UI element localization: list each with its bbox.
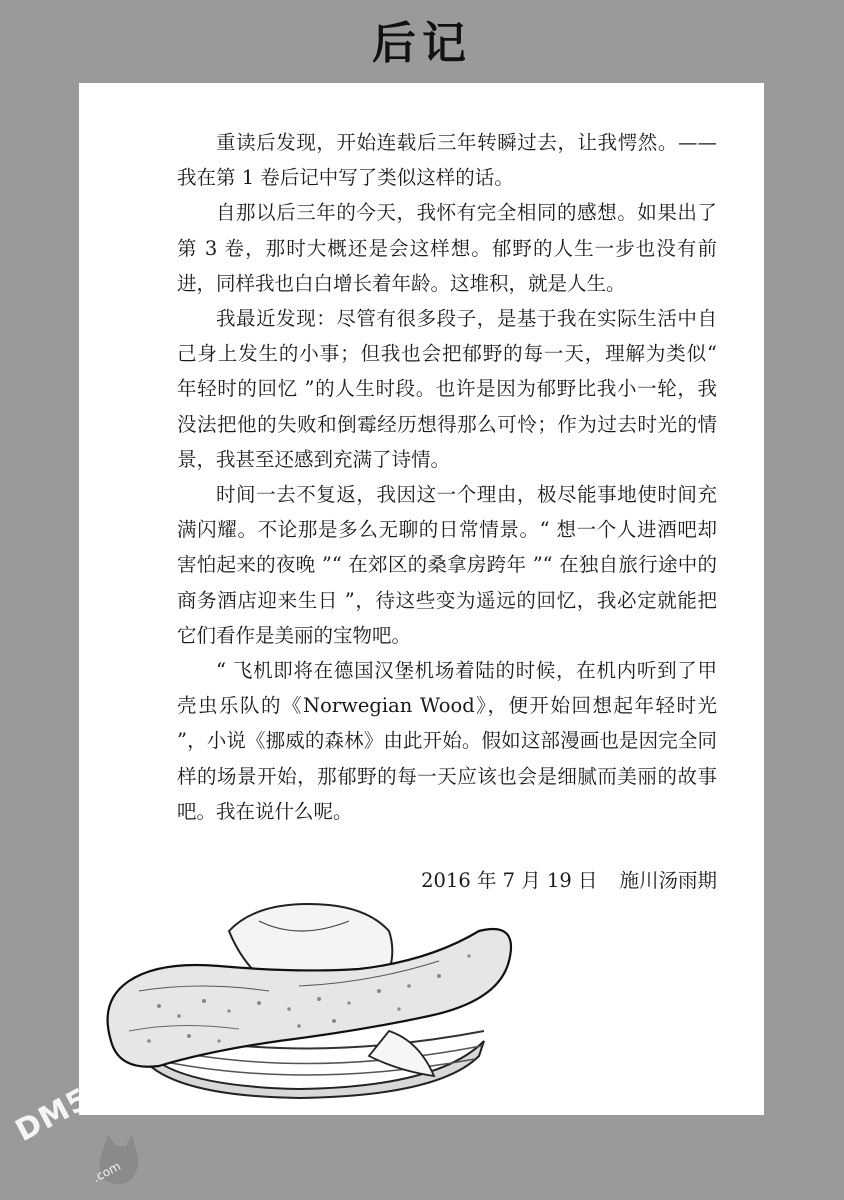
paragraph-4: 时间一去不复返，我因这一个理由，极尽能事地使时间充满闪耀。不论那是多么无聊的日常情景。“ 想一个人进酒吧却害怕起来的夜晚 ”“ 在郊区的桑拿房跨年 ”“ 在独自旅行途中的商务酒店迎来生日 ”，待这些变为遥远的回忆，我必定就能把它们看作是美丽的宝物吧。 bbox=[177, 483, 717, 647]
paragraph-3: 我最近发现：尽管有很多段子，是基于我在实际生活中自己身上发生的小事；但我也会把郁野的每一天，理解为类似“ 年轻时的回忆 ”的人生时段。也许是因为郁野比我小一轮，我没法把他的失败和倒霉经历想得那么可怜；作为过去时光的情景，我甚至还感到充满了诗情。 bbox=[177, 307, 717, 471]
afterword-body bbox=[177, 125, 717, 829]
bread-basket-illustration bbox=[99, 891, 519, 1101]
paragraph-1: 重读后发现，开始连载后三年转瞬过去，让我愕然。——我在第 1 卷后记中写了类似这样的话。 bbox=[177, 131, 717, 190]
signature-author: 施川汤雨期 bbox=[619, 869, 717, 892]
paragraph-5: “ 飞机即将在德国汉堡机场着陆的时候，在机内听到了甲壳虫乐队的《Norwegian Wood》，便开始回想起年轻时光 ”，小说《挪威的森林》由此开始。假如这部漫画也是因完全同样的场景开始，那郁野的每一天应该也会是细腻而美丽的故事吧。我在说什么呢。 bbox=[177, 659, 717, 823]
signature-date: 2016 年 7 月 19 日 bbox=[421, 869, 598, 892]
watermark-suffix: .com bbox=[90, 1158, 124, 1186]
afterword-page bbox=[79, 83, 764, 1115]
page-title: 后记 bbox=[372, 18, 472, 69]
paragraph-2: 自那以后三年的今天，我怀有完全相同的感想。如果出了第 3 卷，那时大概还是会这样想。郁野的人生一步也没有前进，同样我也白白增长着年龄。这堆积，就是人生。 bbox=[177, 201, 717, 295]
watermark-logo: DM5 bbox=[10, 1081, 96, 1149]
